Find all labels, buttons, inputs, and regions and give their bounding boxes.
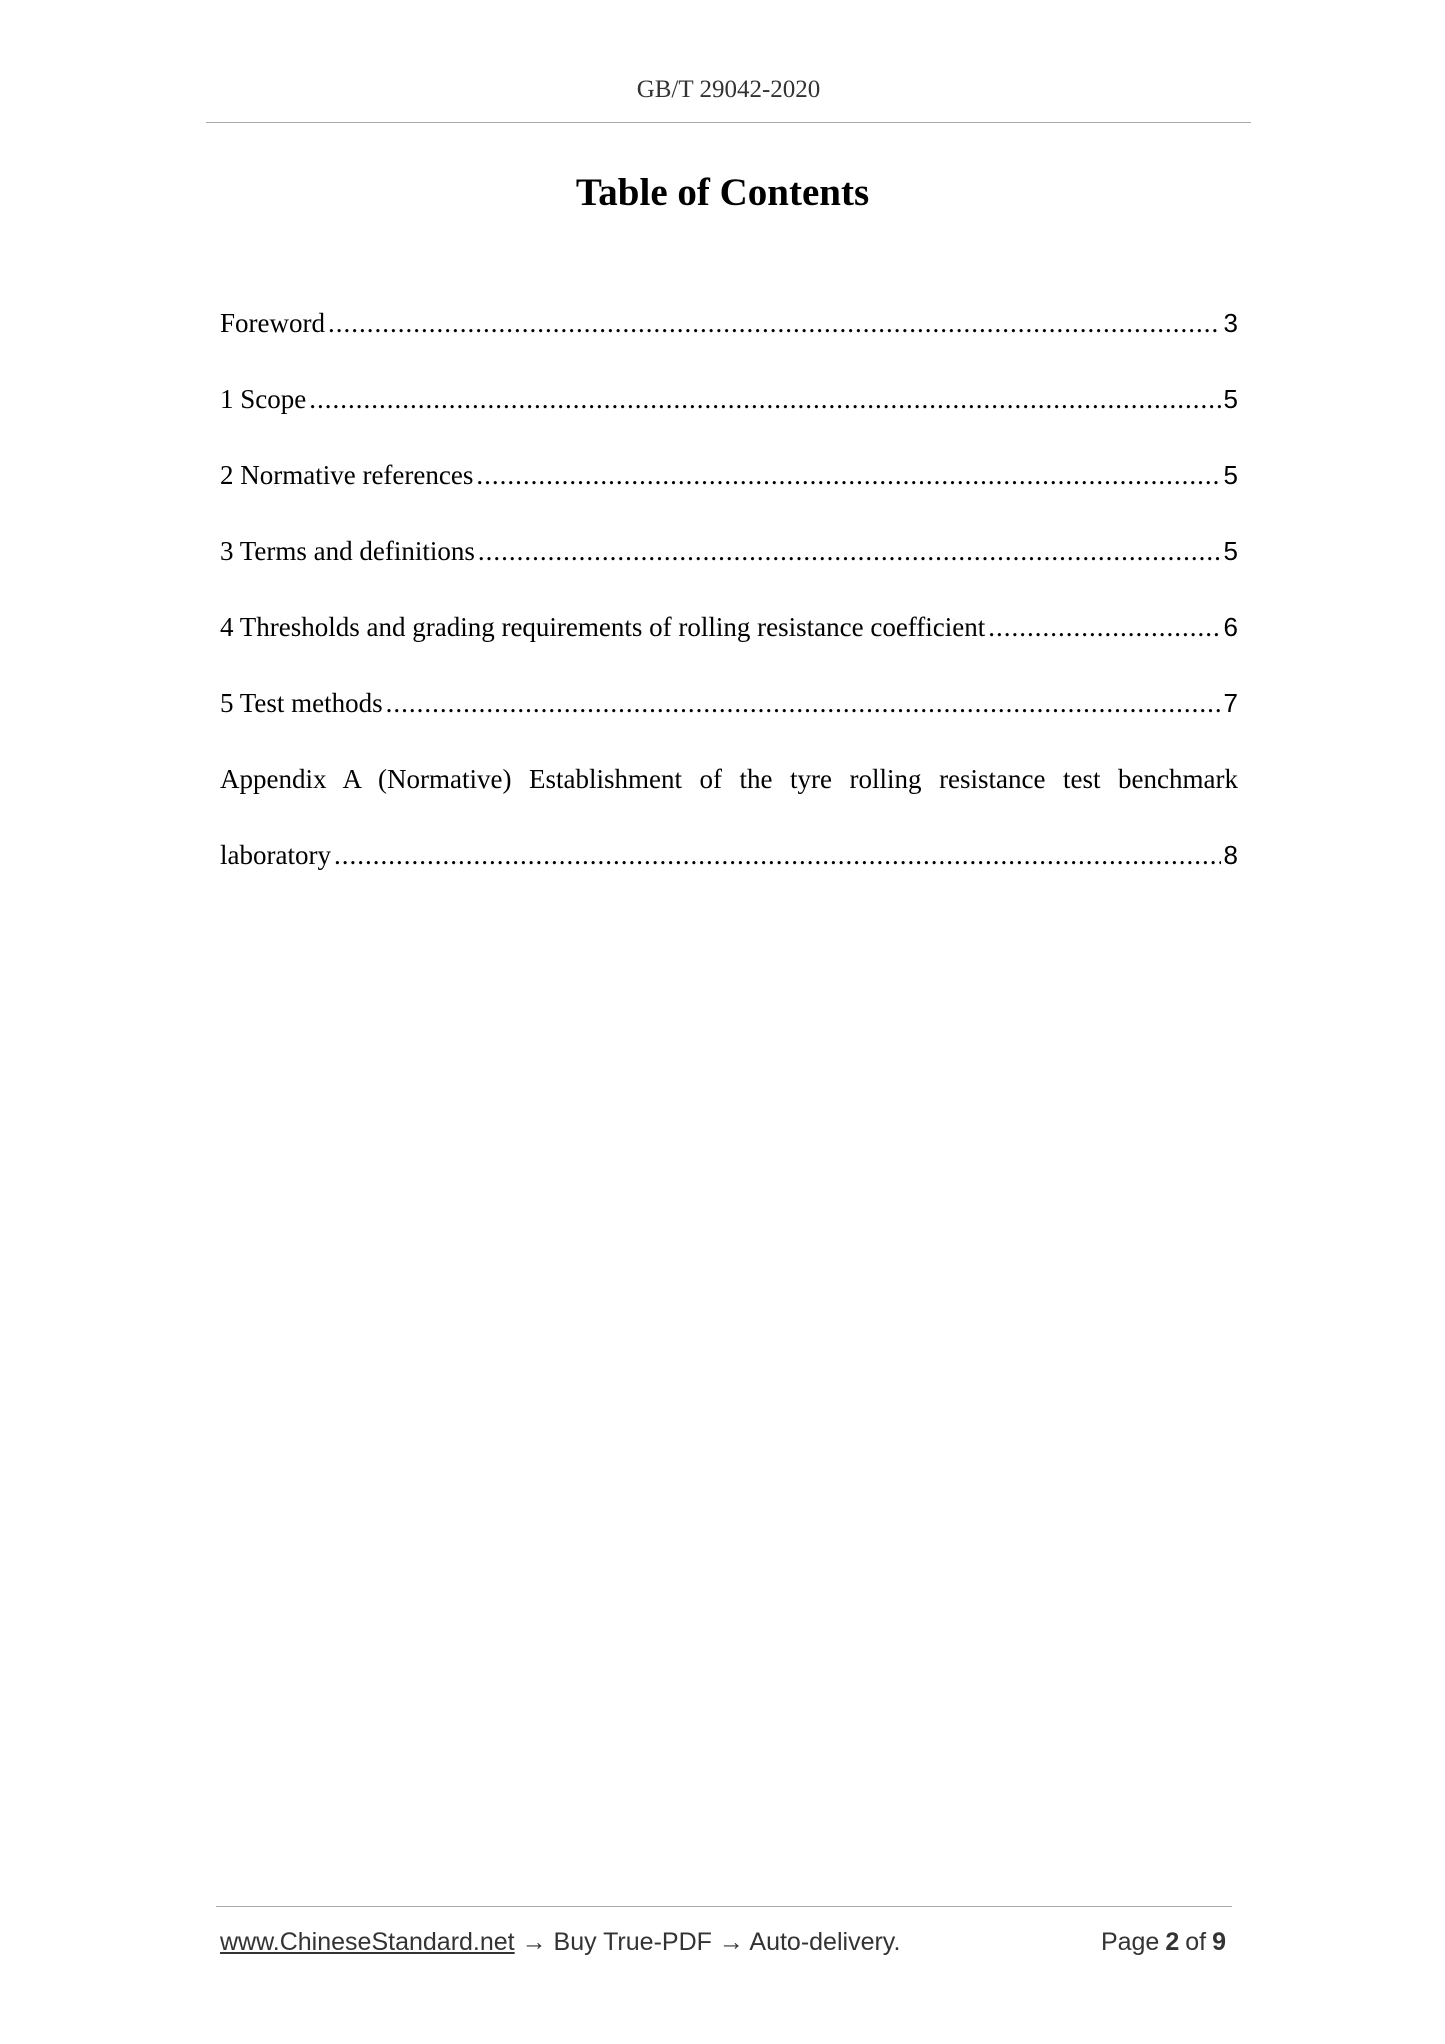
toc-entry-label: 2 Normative references [220, 459, 474, 490]
toc-entry-label: Foreword [220, 307, 325, 338]
toc-page-number: 3 [1223, 307, 1238, 338]
toc-entry-label: 5 Test methods [220, 687, 383, 718]
toc-entry-appendix-a-line2[interactable] [220, 817, 1238, 893]
current-page: 2 [1165, 1928, 1180, 1956]
promo-text: → Buy True-PDF → Auto-delivery. [514, 1928, 901, 1956]
toc-entry-thresholds[interactable] [220, 589, 1238, 665]
dot-leader [476, 460, 1220, 491]
footer-promo [220, 1928, 900, 1957]
toc-entry-scope[interactable] [220, 361, 1238, 437]
toc-entry-label: Appendix A (Normative) Establishment of the tyre rolling resistance test benchmark [220, 763, 1238, 794]
toc-entry-test-methods[interactable] [220, 665, 1238, 741]
dot-leader [478, 536, 1221, 567]
table-of-contents [220, 285, 1238, 893]
toc-entry-terms-definitions[interactable] [220, 513, 1238, 589]
dot-leader [309, 384, 1220, 415]
toc-page-number: 6 [1223, 611, 1238, 642]
toc-entry-label: 4 Thresholds and grading requirements of rolling resistance coefficient [220, 611, 986, 642]
toc-entry-normative-references[interactable] [220, 437, 1238, 513]
toc-entry-appendix-a-line1[interactable] [220, 741, 1238, 817]
toc-page-number: 5 [1223, 383, 1238, 414]
toc-page-number: 7 [1223, 687, 1238, 718]
page-header [206, 70, 1251, 123]
toc-page-number: 5 [1223, 459, 1238, 490]
toc-entry-label: 3 Terms and definitions [220, 535, 475, 566]
dot-leader [328, 308, 1221, 339]
toc-entry-label: 1 Scope [220, 383, 307, 414]
toc-page-number: 5 [1223, 535, 1238, 566]
footer-divider [216, 1906, 1232, 1907]
page-indicator: Page 2 of 9 [1100, 1928, 1226, 1956]
page-footer [220, 1928, 1232, 1968]
toc-page-number: 8 [1223, 839, 1238, 870]
document-id: GB/T 29042-2020 [636, 76, 821, 103]
dot-leader [988, 612, 1220, 643]
website-link[interactable]: www.ChineseStandard.net [220, 1928, 515, 1956]
toc-entry-foreword[interactable] [220, 285, 1238, 361]
page-title: Table of Contents [575, 171, 870, 214]
dot-leader [386, 688, 1221, 719]
dot-leader [334, 840, 1221, 871]
total-pages: 9 [1212, 1928, 1226, 1956]
toc-entry-label: laboratory [220, 839, 331, 870]
